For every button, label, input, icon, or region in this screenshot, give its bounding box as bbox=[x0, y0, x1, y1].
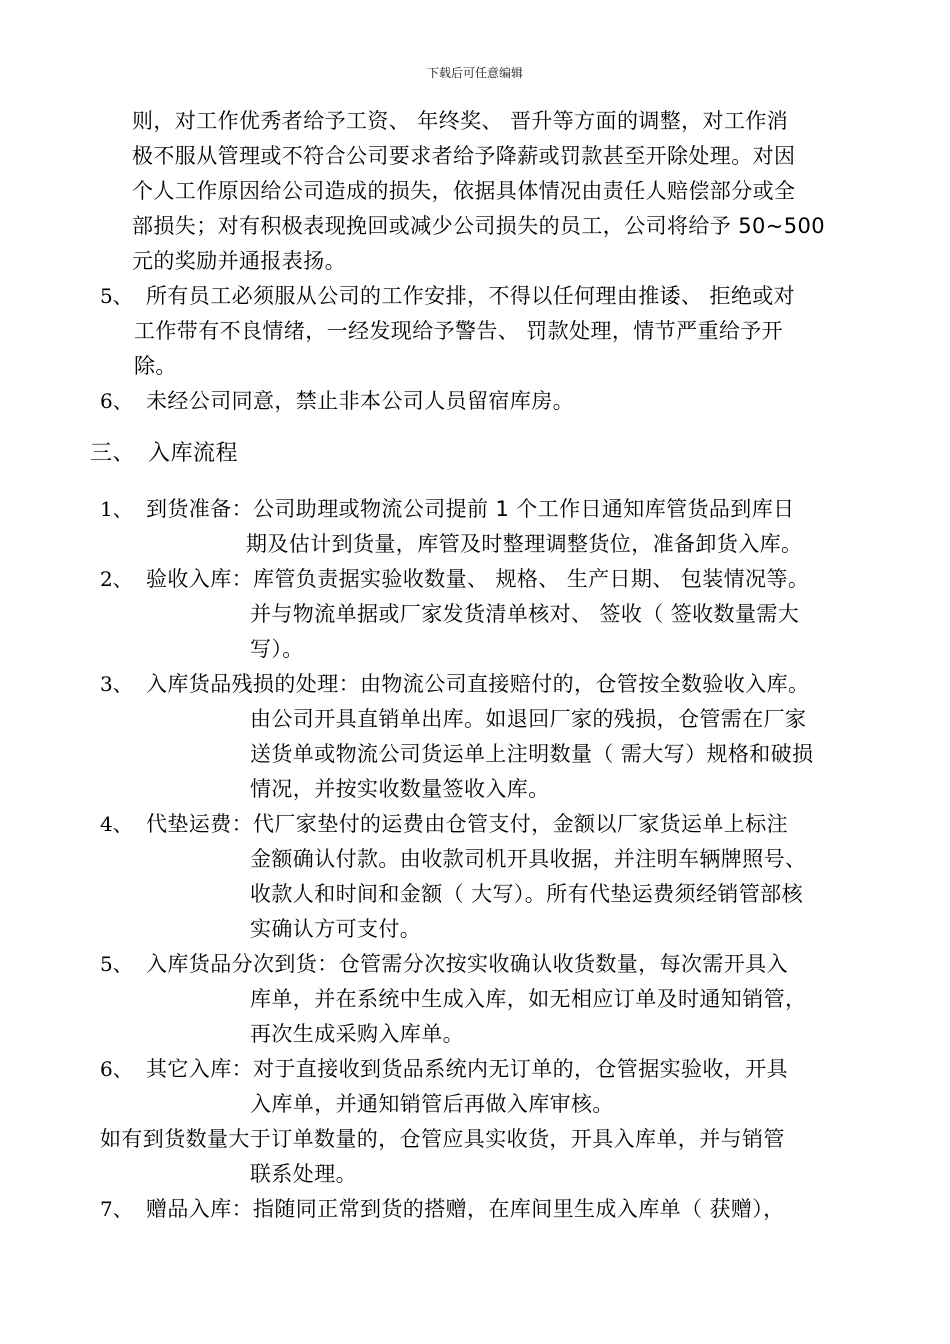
step-number: 2、 bbox=[100, 567, 133, 591]
step-line: 期及估计到货量，库管及时整理调整货位，准备卸货入库。 bbox=[246, 532, 803, 556]
rule-line: 工作带有不良情绪，一经发现给予警告、 罚款处理，情节严重给予开 bbox=[134, 319, 784, 343]
step-line: 验收入库：库管负责据实验收数量、 规格、 生产日期、 包装情况等。 bbox=[146, 567, 810, 591]
step-number: 4、 bbox=[100, 812, 133, 836]
section-number: 三、 bbox=[90, 441, 136, 466]
note-line: 联系处理。 bbox=[250, 1162, 357, 1186]
step-line: 写）。 bbox=[250, 637, 304, 661]
step-line: 并与物流单据或厂家发货清单核对、 签收（ 签收数量需大 bbox=[250, 602, 800, 626]
step-line: 到货准备：公司助理或物流公司提前 1 个工作日通知库管货品到库日 bbox=[146, 497, 795, 521]
paragraph-line: 则，对工作优秀者给予工资、 年终奖、 晋升等方面的调整，对工作消 bbox=[132, 109, 789, 133]
step-number: 5、 bbox=[100, 952, 133, 976]
step-number: 3、 bbox=[100, 672, 133, 696]
step-line: 再次生成采购入库单。 bbox=[250, 1022, 464, 1046]
step-line: 库单，并在系统中生成入库，如无相应订单及时通知销管， bbox=[250, 987, 807, 1011]
paragraph-line: 部损失；对有积极表现挽回或减少公司损失的员工，公司将给予 50~500 bbox=[132, 214, 826, 238]
rule-number: 5、 bbox=[100, 284, 133, 308]
paragraph-line: 极不服从管理或不符合公司要求者给予降薪或罚款甚至开除处理。对因 bbox=[132, 144, 796, 168]
rule-line: 未经公司同意，禁止非本公司人员留宿库房。 bbox=[146, 389, 574, 413]
step-line: 情况，并按实收数量签收入库。 bbox=[250, 777, 550, 801]
section-title: 入库流程 bbox=[148, 441, 239, 466]
step-line: 入库单，并通知销管后再做入库审核。 bbox=[250, 1092, 614, 1116]
note-line: 如有到货数量大于订单数量的，仓管应具实收货，开具入库单，并与销管 bbox=[100, 1127, 785, 1151]
step-number: 7、 bbox=[100, 1197, 133, 1221]
step-line: 金额确认付款。由收款司机开具收据，并注明车辆牌照号、 bbox=[250, 847, 807, 871]
step-line: 入库货品分次到货：仓管需分次按实收确认收货数量，每次需开具入 bbox=[146, 952, 788, 976]
rule-line: 除。 bbox=[134, 354, 177, 378]
step-line: 入库货品残损的处理：由物流公司直接赔付的，仓管按全数验收入库。 bbox=[146, 672, 810, 696]
paragraph-line: 个人工作原因给公司造成的损失，依据具体情况由责任人赔偿部分或全 bbox=[132, 179, 796, 203]
step-line: 送货单或物流公司货运单上注明数量（ 需大写）规格和破损 bbox=[250, 742, 814, 766]
step-line: 赠品入库：指随同正常到货的搭赠，在库间里生成入库单（ 获赠）， bbox=[146, 1197, 785, 1221]
page-header: 下载后可任意编辑 bbox=[426, 66, 523, 80]
step-line: 其它入库：对于直接收到货品系统内无订单的，仓管据实验收，开具 bbox=[146, 1057, 788, 1081]
step-number: 1、 bbox=[100, 497, 133, 521]
step-number: 6、 bbox=[100, 1057, 133, 1081]
rule-line: 所有员工必须服从公司的工作安排，不得以任何理由推诿、 拒绝或对 bbox=[146, 284, 796, 308]
step-line: 收款人和时间和金额（ 大写）。所有代垫运费须经销管部核 bbox=[250, 882, 803, 906]
step-line: 由公司开具直销单出库。如退回厂家的残损，仓管需在厂家 bbox=[250, 707, 807, 731]
step-line: 代垫运费：代厂家垫付的运费由仓管支付，金额以厂家货运单上标注 bbox=[146, 812, 788, 836]
rule-number: 6、 bbox=[100, 389, 133, 413]
step-line: 实确认方可支付。 bbox=[250, 917, 422, 941]
paragraph-line: 元的奖励并通报表扬。 bbox=[132, 249, 346, 273]
